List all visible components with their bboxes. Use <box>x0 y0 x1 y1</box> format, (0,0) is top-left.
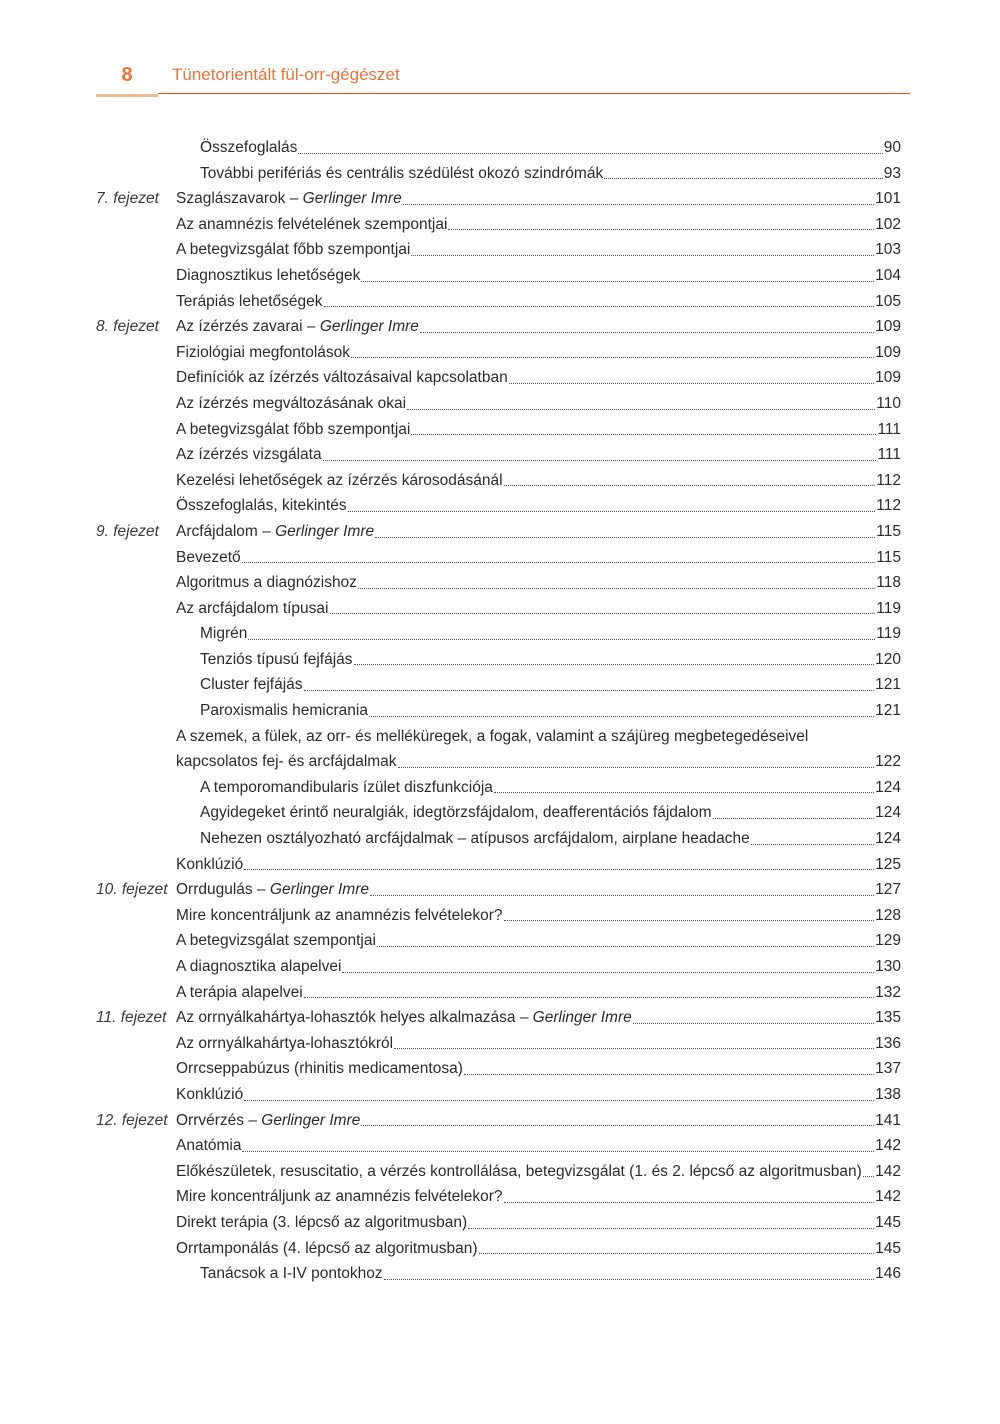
toc-title-text: Orrcseppabúzus (rhinitis medicamentosa) <box>176 1060 463 1078</box>
toc-entry[interactable] <box>96 647 901 673</box>
page-ref: 109 <box>875 343 901 361</box>
running-title: Tünetorientált fül-orr-gégészet <box>172 65 400 84</box>
toc-entry-title <box>200 826 750 852</box>
dot-leader <box>863 1175 874 1177</box>
toc-entry[interactable] <box>96 186 901 212</box>
toc-author: Gerlinger Imre <box>261 1111 361 1129</box>
dot-leader <box>304 689 875 691</box>
page-ref: 125 <box>875 855 901 873</box>
toc-entry-title <box>176 903 503 929</box>
toc-title-text: Diagnosztikus lehetőségek <box>176 266 361 284</box>
toc-title-text: Konklúzió <box>176 1085 244 1103</box>
page-ref: 129 <box>875 932 901 950</box>
page-ref: 101 <box>875 190 901 208</box>
page-ref: 110 <box>876 394 901 412</box>
page-ref: 115 <box>876 522 901 540</box>
toc-entry[interactable] <box>96 570 901 596</box>
toc-title-text: Az ízérzés vizsgálata <box>176 446 322 464</box>
toc-entry-line <box>96 724 901 750</box>
page-ref: 122 <box>875 753 901 771</box>
toc-entry[interactable] <box>96 417 901 443</box>
toc-entry[interactable] <box>96 621 901 647</box>
toc-entry[interactable] <box>96 954 901 980</box>
page-ref: 132 <box>875 983 901 1001</box>
dot-leader <box>394 1047 874 1049</box>
page-ref: 145 <box>875 1213 901 1231</box>
page-ref: 124 <box>875 830 901 848</box>
toc-entry-title <box>176 980 303 1006</box>
dot-leader <box>370 894 874 896</box>
toc-title-text: Az orrnyálkahártya-lohasztók helyes alkalmazása – <box>176 1009 533 1027</box>
dot-leader <box>248 638 875 640</box>
toc-entry-title <box>176 212 447 238</box>
toc-title-text: További perifériás és centrális szédülést okozó szindrómák <box>200 164 604 182</box>
toc-entry-title <box>176 442 322 468</box>
toc-entry[interactable] <box>96 1056 901 1082</box>
toc-entry[interactable] <box>96 314 901 340</box>
toc-title-text: Definíciók az ízérzés változásaival kapcsolatban <box>176 369 508 387</box>
toc-title-text: A diagnosztika alapelvei <box>176 958 342 975</box>
toc-entry-title <box>176 365 508 391</box>
page-ref: 105 <box>875 292 901 310</box>
chapter-label: 7. fejezet <box>96 190 159 208</box>
chapter-label: 10. fejezet <box>96 881 168 899</box>
toc-entry-title <box>176 954 341 980</box>
page-ref: 146 <box>875 1265 901 1283</box>
dot-leader <box>351 356 874 358</box>
toc-title-text: Az orrnyálkahártya-lohasztókról <box>176 1034 394 1052</box>
toc-title-text: Tenziós típusú fejfájás <box>200 650 353 668</box>
page-ref: 111 <box>877 420 901 438</box>
dot-leader <box>713 817 875 819</box>
toc-entry-title <box>176 1236 478 1262</box>
dot-leader <box>361 280 874 282</box>
dot-leader <box>375 536 875 538</box>
page-ref: 112 <box>876 471 901 489</box>
toc-author: Gerlinger Imre <box>532 1009 632 1027</box>
page-ref: 102 <box>875 215 901 233</box>
toc-title-text: Kezelési lehetőségek az ízérzés károsodásánál <box>176 471 503 489</box>
dot-leader <box>479 1252 875 1254</box>
toc-entry[interactable] <box>96 903 901 929</box>
page-ref: 111 <box>877 446 901 464</box>
page-ref: 103 <box>875 241 901 259</box>
page-ref: 135 <box>875 1009 901 1027</box>
toc-entry-title <box>176 928 376 954</box>
toc-entry[interactable] <box>96 365 901 391</box>
toc-title-text: Mire koncentráljunk az anamnézis felvételekor? <box>176 1188 503 1206</box>
toc-entry-title <box>176 340 350 366</box>
page-ref: 128 <box>875 906 901 924</box>
toc-entry[interactable] <box>96 775 901 801</box>
dot-leader <box>509 382 874 384</box>
toc-entry[interactable] <box>96 391 901 417</box>
toc-entry-title <box>176 314 419 340</box>
page-ref: 119 <box>876 599 901 617</box>
page-ref: 124 <box>875 778 901 796</box>
toc-title-text: Direkt terápia (3. lépcső az algoritmusban) <box>176 1213 468 1231</box>
toc-title-text: Az anamnézis felvételének szempontjai <box>176 215 448 233</box>
toc-entry-title <box>200 647 353 673</box>
dot-leader <box>377 945 874 947</box>
toc-entry-title <box>176 852 243 878</box>
dot-leader <box>369 715 874 717</box>
toc-title-text: A terápia alapelvei <box>176 983 303 1001</box>
dot-leader <box>244 1099 874 1101</box>
toc-entry[interactable] <box>96 1133 901 1159</box>
dot-leader <box>504 919 875 921</box>
dot-leader <box>504 484 876 486</box>
dot-leader <box>464 1073 874 1075</box>
page-ref: 109 <box>875 318 901 336</box>
dot-leader <box>751 843 874 845</box>
toc-entry[interactable] <box>96 852 901 878</box>
dot-leader <box>298 152 882 154</box>
toc-title-text: A betegvizsgálat főbb szempontjai <box>176 241 411 259</box>
page-ref: 119 <box>876 625 901 643</box>
toc-entry-title <box>176 417 410 443</box>
dot-leader <box>304 996 874 998</box>
toc-entry-title <box>200 775 493 801</box>
toc-title-text: Az ízérzés megváltozásának okai <box>176 394 407 412</box>
toc-entry-title <box>176 570 357 596</box>
toc-entry[interactable] <box>96 1184 901 1210</box>
toc-entry[interactable] <box>96 1210 901 1236</box>
toc-entry-title <box>176 1082 243 1108</box>
dot-leader <box>403 203 874 205</box>
toc-entry[interactable] <box>96 237 901 263</box>
toc-title-text: Algoritmus a diagnózishoz <box>176 574 357 592</box>
page-ref: 121 <box>875 702 901 720</box>
page-ref: 142 <box>875 1188 901 1206</box>
toc-entry[interactable] <box>96 519 901 545</box>
toc-entry-title <box>176 749 397 775</box>
page-ref: 104 <box>875 266 901 284</box>
page-header <box>96 60 910 96</box>
toc-author: Gerlinger Imre <box>269 881 369 899</box>
page-ref: 90 <box>883 139 901 156</box>
toc-entry[interactable] <box>96 980 901 1006</box>
toc-title-text: Összefoglalás <box>200 139 298 156</box>
page-ref: 124 <box>875 804 901 822</box>
toc-entry-title <box>200 621 247 647</box>
dot-leader <box>330 612 876 614</box>
dot-leader <box>354 663 875 665</box>
dot-leader <box>242 1150 874 1152</box>
toc-title-text: Előkészületek, resuscitatio, a vérzés kontrollálása, betegvizsgálat (1. és 2. lépcső az algoritmusban) <box>176 1162 862 1180</box>
toc-author: Gerlinger Imre <box>302 190 402 208</box>
dot-leader <box>448 228 874 230</box>
toc-entry[interactable] <box>96 672 901 698</box>
toc-entry-title <box>176 1184 503 1210</box>
dot-leader <box>342 971 874 973</box>
toc-title-text: Paroxismalis hemicrania <box>200 702 368 720</box>
chapter-label: 12. fejezet <box>96 1111 168 1129</box>
page-ref: 93 <box>883 164 901 182</box>
toc-entry[interactable] <box>96 1082 901 1108</box>
toc-entry-title <box>200 1261 383 1287</box>
toc-entry-title <box>176 1108 360 1134</box>
toc-title-text: Nehezen osztályozható arcfájdalmak – atípusos arcfájdalom, airplane headache <box>200 830 750 848</box>
toc-entry[interactable] <box>96 340 901 366</box>
page-ref: 138 <box>875 1085 901 1103</box>
toc-title-text: kapcsolatos fej- és arcfájdalmak <box>176 753 397 771</box>
toc-title-text: Fiziológiai megfontolások <box>176 343 351 361</box>
toc-title-text: Az arcfájdalom típusai <box>176 599 329 617</box>
toc-title-text: Összefoglalás, kitekintés <box>176 497 347 515</box>
toc-title-text: Az ízérzés zavarai – <box>176 318 320 336</box>
toc-entry-title <box>200 698 368 724</box>
toc-entry-title <box>176 468 503 494</box>
toc-entry-title <box>200 800 712 826</box>
table-of-contents <box>96 135 901 1287</box>
toc-entry-title <box>200 672 303 698</box>
toc-entry[interactable] <box>96 928 901 954</box>
toc-entry[interactable] <box>96 1108 901 1134</box>
toc-title-text: Migrén <box>200 625 248 643</box>
dot-leader <box>358 587 875 589</box>
dot-leader <box>361 1124 874 1126</box>
page-ref: 145 <box>875 1239 901 1257</box>
toc-title-text: Agyidegeket érintő neuralgiák, idegtörzsfájdalom, deafferentációs fájdalom <box>200 804 712 822</box>
page-ref: 141 <box>875 1111 901 1129</box>
toc-entry[interactable] <box>96 135 901 161</box>
toc-title-text: A temporomandibularis ízület diszfunkciója <box>200 778 493 796</box>
page-ref: 120 <box>875 650 901 668</box>
toc-entry-title <box>200 161 603 187</box>
toc-entry[interactable] <box>96 1236 901 1262</box>
dot-leader <box>504 1201 875 1203</box>
toc-entry[interactable] <box>96 877 901 903</box>
toc-title-text: Bevezető <box>176 548 241 566</box>
toc-entry[interactable] <box>96 289 901 315</box>
toc-entry[interactable] <box>96 596 901 622</box>
toc-title-text: Orrvérzés – <box>176 1111 262 1129</box>
page-ref: 121 <box>875 676 901 694</box>
dot-leader <box>494 791 874 793</box>
page-ref: 142 <box>875 1137 901 1155</box>
toc-entry-title <box>176 1056 463 1082</box>
page-ref: 130 <box>875 958 901 975</box>
toc-entry[interactable] <box>96 263 901 289</box>
dot-leader <box>348 510 876 512</box>
toc-entry-title <box>176 289 323 315</box>
toc-entry[interactable] <box>96 468 901 494</box>
toc-title-text: Orrtamponálás (4. lépcső az algoritmusban) <box>176 1239 478 1257</box>
page-ref: 137 <box>875 1060 901 1078</box>
toc-entry[interactable] <box>96 1031 901 1057</box>
dot-leader <box>411 254 874 256</box>
toc-title-text: Konklúzió <box>176 855 244 873</box>
toc-entry[interactable] <box>96 826 901 852</box>
toc-entry[interactable] <box>96 1159 901 1185</box>
dot-leader <box>411 433 876 435</box>
dot-leader <box>604 177 883 179</box>
dot-leader <box>407 408 875 410</box>
chapter-label: 8. fejezet <box>96 318 159 336</box>
toc-entry[interactable] <box>96 1261 901 1287</box>
chapter-label: 11. fejezet <box>96 1009 167 1027</box>
toc-entry[interactable] <box>96 1005 901 1031</box>
toc-entry-title: A szemek, a fülek, az orr- és melléküregek, a fogak, valamint a szájüreg megbetegedéseivel <box>176 727 809 745</box>
page-ref: 136 <box>875 1034 901 1052</box>
page-number: 8 <box>96 60 158 97</box>
page-ref: 109 <box>875 369 901 387</box>
toc-entry[interactable] <box>96 698 901 724</box>
dot-leader <box>468 1227 874 1229</box>
toc-entry-title <box>176 1031 393 1057</box>
dot-leader <box>633 1022 874 1024</box>
toc-author: Gerlinger Imre <box>275 522 375 540</box>
toc-title-text: Orrdugulás – <box>176 881 270 899</box>
toc-entry[interactable] <box>96 800 901 826</box>
toc-entry[interactable] <box>96 161 901 187</box>
toc-title-text: A betegvizsgálat főbb szempontjai <box>176 420 411 438</box>
toc-entry-title <box>176 1133 241 1159</box>
toc-title-text: Szaglászavarok – <box>176 190 303 208</box>
page-ref: 118 <box>876 574 901 592</box>
toc-title-text: Terápiás lehetőségek <box>176 292 323 310</box>
toc-entry-title <box>200 135 297 161</box>
toc-entry-title <box>176 1005 632 1031</box>
toc-title-text: A betegvizsgálat szempontjai <box>176 932 376 950</box>
header-rule <box>158 93 910 94</box>
toc-title-text: Mire koncentráljunk az anamnézis felvételekor? <box>176 906 503 924</box>
chapter-label: 9. fejezet <box>96 522 159 540</box>
toc-entry-title <box>176 1210 467 1236</box>
toc-entry[interactable] <box>96 212 901 238</box>
page-ref: 127 <box>875 881 901 899</box>
page-ref: 115 <box>876 548 901 566</box>
dot-leader <box>420 331 874 333</box>
toc-entry-title <box>176 545 241 571</box>
toc-entry-title <box>176 263 360 289</box>
toc-entry-title <box>176 519 374 545</box>
toc-title-text: Anatómia <box>176 1137 242 1155</box>
toc-entry-title <box>176 186 402 212</box>
toc-entry-title <box>176 237 410 263</box>
toc-entry-title <box>176 1159 862 1185</box>
toc-author: Gerlinger Imre <box>319 318 419 336</box>
page-ref: 142 <box>875 1162 901 1180</box>
dot-leader <box>244 868 874 870</box>
toc-entry[interactable] <box>96 493 901 519</box>
toc-entry-title <box>176 877 369 903</box>
page-ref: 112 <box>876 497 901 515</box>
dot-leader <box>242 561 876 563</box>
toc-entry-title <box>176 391 406 417</box>
toc-entry[interactable] <box>96 442 901 468</box>
dot-leader <box>384 1278 874 1280</box>
toc-title-text: Cluster fejfájás <box>200 676 303 694</box>
dot-leader <box>323 459 877 461</box>
toc-entry[interactable] <box>96 545 901 571</box>
toc-entry-title <box>176 493 347 519</box>
dot-leader <box>324 305 875 307</box>
dot-leader <box>398 766 875 768</box>
toc-title-text: Tanácsok a I-IV pontokhoz <box>200 1265 383 1283</box>
toc-entry-title <box>176 596 329 622</box>
toc-entry[interactable] <box>96 749 901 775</box>
toc-title-text: Arcfájdalom – <box>176 522 276 540</box>
